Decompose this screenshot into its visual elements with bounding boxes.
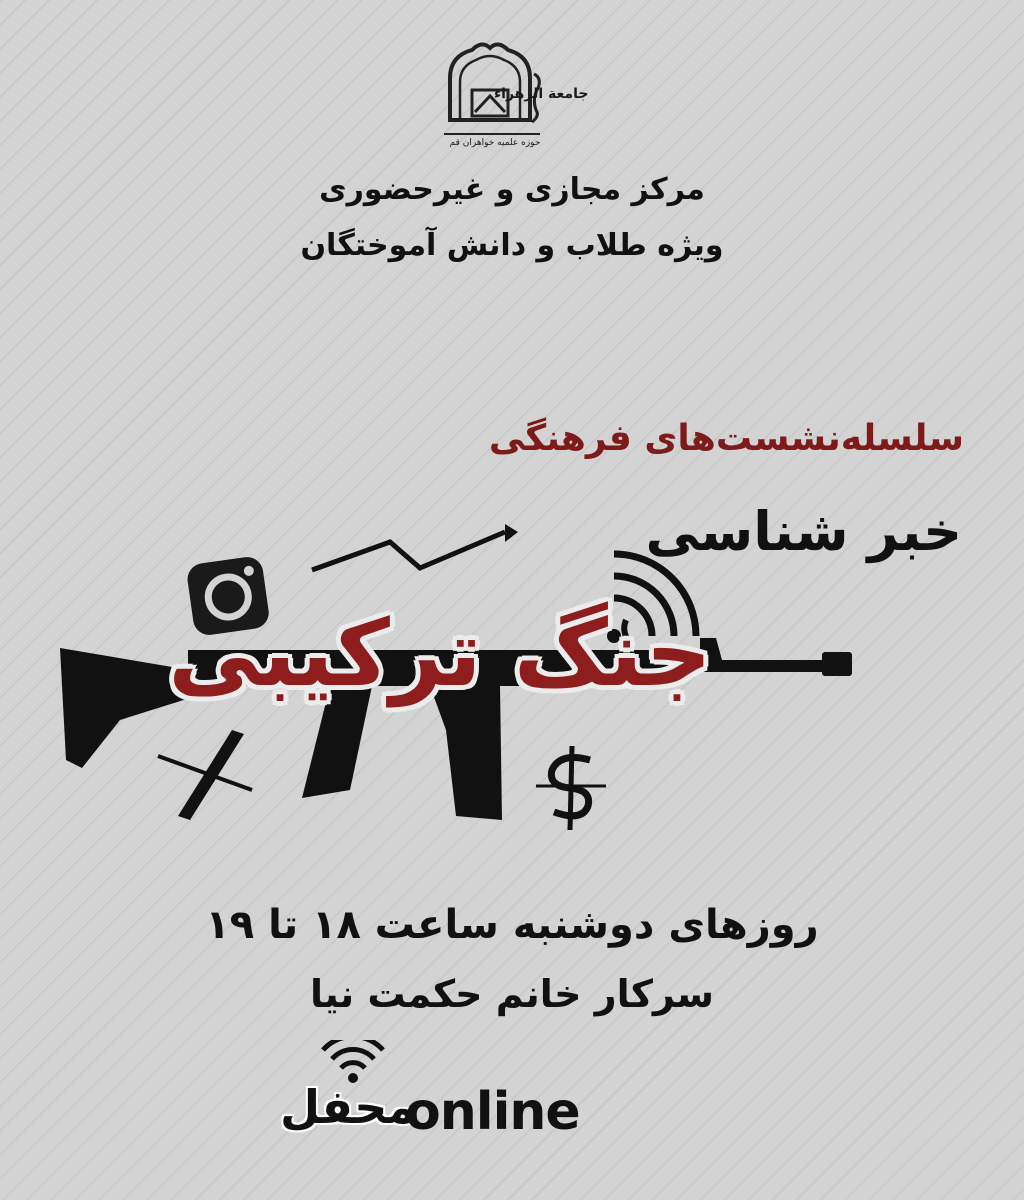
seminary-logo-icon xyxy=(430,38,560,168)
brand-logo xyxy=(278,1040,418,1140)
header-line-2: ویژه طلاب و دانش آموختگان xyxy=(300,228,724,263)
lecturer-text: سرکار خانم حکمت نیا xyxy=(310,972,714,1016)
series-title: سلسله‌نشست‌های فرهنگی xyxy=(488,418,964,459)
headline-black: خبر شناسی xyxy=(645,500,962,563)
seminary-logo xyxy=(430,38,589,168)
logo-tagline: حوزه علمیه خواهران قم xyxy=(449,138,541,148)
twitter-x-icon xyxy=(158,730,252,820)
online-label: online xyxy=(405,1082,580,1142)
headline-red: جنگ ترکیبی xyxy=(168,600,712,707)
schedule-text: روزهای دوشنبه ساعت ۱۸ تا ۱۹ xyxy=(205,902,819,948)
dollar-icon xyxy=(536,746,606,830)
trend-arrow-icon xyxy=(312,524,518,570)
logo-name: جامعة الزهراء xyxy=(494,86,589,102)
wifi-signal-icon xyxy=(318,1040,388,1084)
header-line-1: مرکز مجازی و غیرحضوری xyxy=(319,172,705,207)
brand-name: محفل xyxy=(280,1080,416,1134)
